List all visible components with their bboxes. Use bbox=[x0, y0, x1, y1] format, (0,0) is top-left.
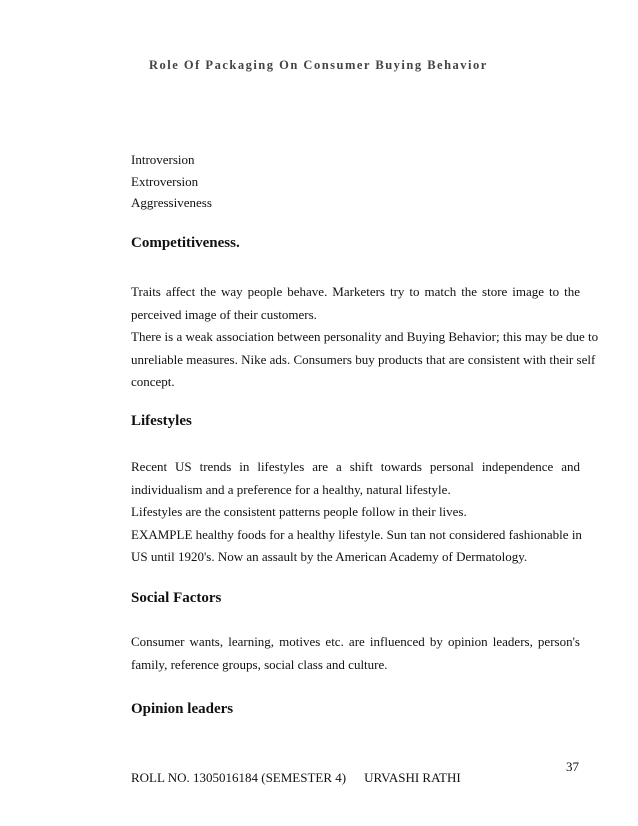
text-line: family, reference groups, social class and culture. bbox=[131, 656, 388, 672]
footer-roll-number: ROLL NO. 1305016184 (SEMESTER 4) bbox=[131, 770, 347, 785]
list-item: Introversion bbox=[131, 152, 195, 167]
list-item: Extroversion bbox=[131, 173, 199, 189]
paragraph-competitiveness bbox=[131, 281, 599, 394]
text-line: Recent US trends in lifestyles are a shift towards personal independence and bbox=[131, 459, 580, 474]
text-line: Consumer wants, learning, motives etc. are influenced by opinion leaders, person's bbox=[131, 634, 580, 649]
list-item: Aggressiveness bbox=[131, 195, 212, 210]
text-line: Lifestyles are the consistent patterns people follow in their lives. bbox=[131, 504, 467, 520]
text-line: unreliable measures. Nike ads. Consumers buy products that are consistent with their self bbox=[131, 351, 596, 367]
page-footer bbox=[131, 770, 461, 786]
section-heading-competitiveness: Competitiveness. bbox=[131, 235, 240, 251]
text-line: concept. bbox=[131, 374, 175, 390]
section-heading-lifestyles: Lifestyles bbox=[131, 413, 192, 429]
traits-list bbox=[131, 149, 212, 214]
text-line: There is a weak association between personality and Buying Behavior; this may be due to bbox=[131, 329, 599, 345]
text-line: US until 1920's. Now an assault by the American Academy of Dermatology. bbox=[131, 549, 528, 565]
section-heading-opinion-leaders: Opinion leaders bbox=[131, 701, 234, 717]
paragraph-lifestyles bbox=[131, 456, 580, 569]
paragraph-social-factors bbox=[131, 631, 580, 676]
footer-author-name: URVASHI RATHI bbox=[364, 770, 461, 785]
text-line: EXAMPLE healthy foods for a healthy lifestyle. Sun tan not considered fashionable in bbox=[131, 526, 582, 542]
section-heading-social-factors: Social Factors bbox=[131, 590, 222, 606]
running-header: Role Of Packaging On Consumer Buying Behavior bbox=[149, 58, 488, 72]
text-line: perceived image of their customers. bbox=[131, 306, 317, 322]
page-number: 37 bbox=[566, 759, 579, 774]
text-line: Traits affect the way people behave. Marketers try to match the store image to the bbox=[131, 284, 580, 299]
text-line: individualism and a preference for a healthy, natural lifestyle. bbox=[131, 481, 451, 497]
